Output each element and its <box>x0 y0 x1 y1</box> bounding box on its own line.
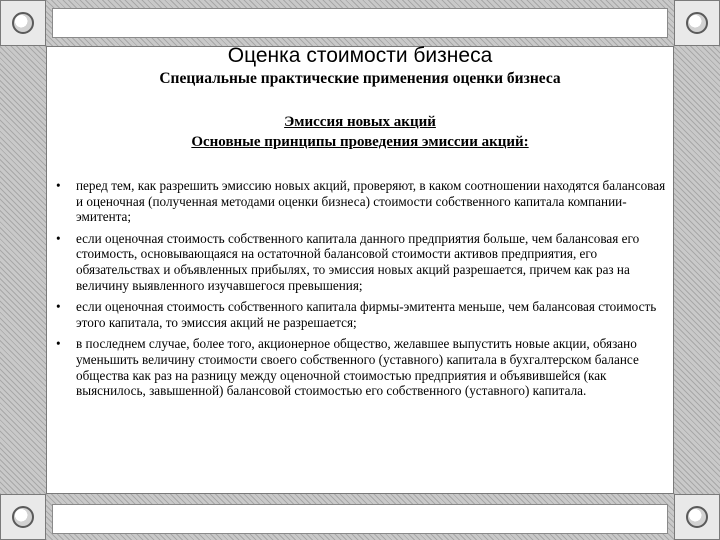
frame-top-bar <box>52 8 668 38</box>
list-item-text: если оценочная стоимость собственного капитала фирмы-эмитента меньше, чем балансовая стоимость этого капитала, то эмиссия акций не разрешается; <box>76 299 657 330</box>
list-item-text: перед тем, как разрешить эмиссию новых акций, проверяют, в каком соотношении находятся балансовая и оценочная (полученная методами оценки бизнеса) стоимости собственного капитала компании-эмитента; <box>76 178 666 225</box>
bullet-icon: • <box>56 336 61 352</box>
list-item <box>56 336 666 398</box>
list-item-text: в последнем случае, более того, акционерное общество, желавшее выпустить новые акции, обязано уменьшить величину стоимости своего собственного (уставного) капитала в бухгалтерском балансе общества как раз на разницу между оценочной стоимостью предприятия и объявившейся (как выяснилось, завышенной) балансовой стоимостью его собственного (уставного) капитала. <box>76 336 639 399</box>
corner-circle-icon <box>674 494 720 540</box>
slide-title: Оценка стоимости бизнеса <box>227 44 493 67</box>
corner-circle-icon <box>0 0 46 46</box>
section-heading: Эмиссия новых акций <box>284 114 436 130</box>
corner-circle-icon <box>0 494 46 540</box>
slide-subtitle: Специальные практические применения оценки бизнеса <box>159 70 561 87</box>
principles-list <box>56 178 666 405</box>
list-item <box>56 231 666 293</box>
frame-bottom-bar <box>52 504 668 534</box>
bullet-icon: • <box>56 178 61 193</box>
list-item <box>56 299 666 330</box>
list-item <box>56 178 666 225</box>
bullet-icon: • <box>56 230 61 246</box>
list-item-text: если оценочная стоимость собственного капитала данного предприятия больше, чем балансовая его стоимость, основывающаяся на остаточной балансовой стоимости активов предприятия, его обязательствах и объявленных прибылях, то эмиссия новых акций разрешается, причем как раз на величину выявленного изучавшегося превышения; <box>76 230 640 293</box>
principles-heading: Основные принципы проведения эмиссии акций: <box>191 134 529 150</box>
corner-circle-icon <box>674 0 720 46</box>
bullet-icon: • <box>56 299 61 315</box>
